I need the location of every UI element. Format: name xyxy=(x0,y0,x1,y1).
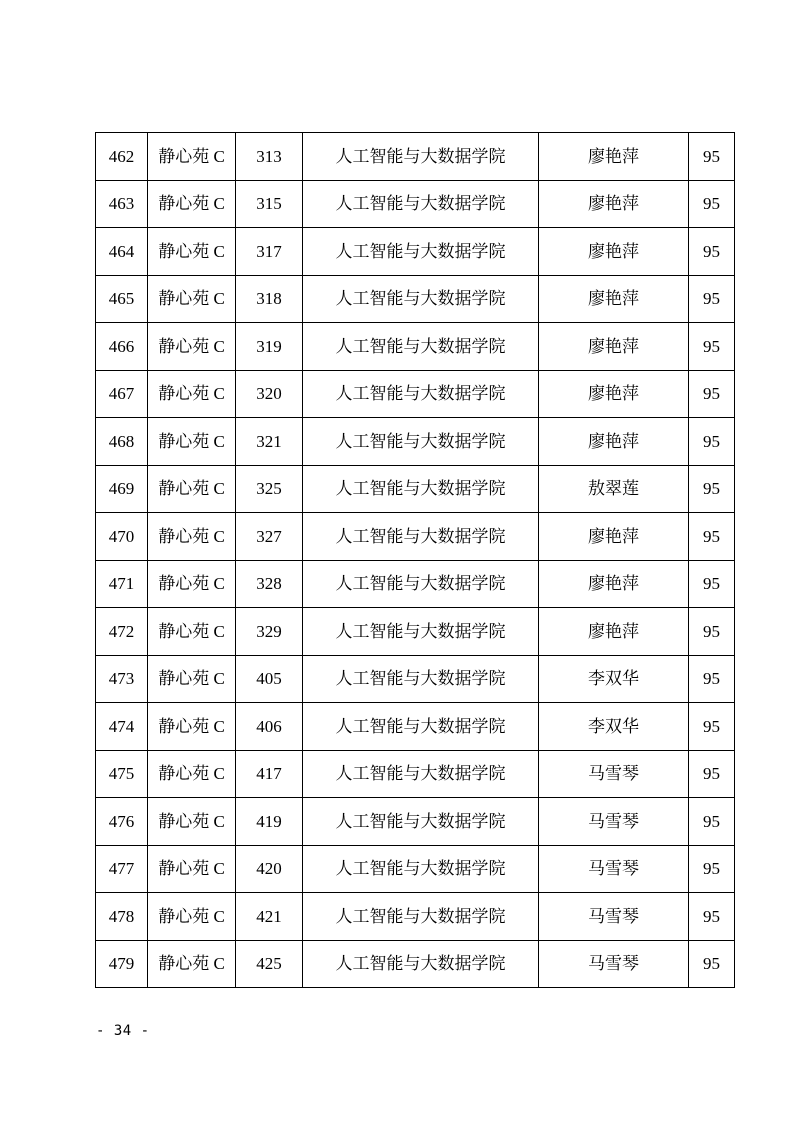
row-number-cell: 467 xyxy=(96,370,148,418)
table-row xyxy=(96,275,735,323)
row-number-cell: 477 xyxy=(96,845,148,893)
table-row xyxy=(96,180,735,228)
name-cell: 廖艳萍 xyxy=(539,180,689,228)
room-cell: 320 xyxy=(236,370,303,418)
building-cell: 静心苑 C xyxy=(148,228,236,276)
room-cell: 318 xyxy=(236,275,303,323)
room-cell: 420 xyxy=(236,845,303,893)
name-cell: 马雪琴 xyxy=(539,845,689,893)
row-number-cell: 464 xyxy=(96,228,148,276)
dormitory-score-table-container xyxy=(95,132,734,988)
college-cell: 人工智能与大数据学院 xyxy=(303,275,539,323)
room-cell: 325 xyxy=(236,465,303,513)
score-cell: 95 xyxy=(689,418,735,466)
row-number-cell: 465 xyxy=(96,275,148,323)
building-cell: 静心苑 C xyxy=(148,418,236,466)
score-cell: 95 xyxy=(689,940,735,988)
page-number: - 34 - xyxy=(96,1023,150,1039)
college-cell: 人工智能与大数据学院 xyxy=(303,750,539,798)
college-cell: 人工智能与大数据学院 xyxy=(303,893,539,941)
room-cell: 321 xyxy=(236,418,303,466)
row-number-cell: 466 xyxy=(96,323,148,371)
row-number-cell: 469 xyxy=(96,465,148,513)
building-cell: 静心苑 C xyxy=(148,655,236,703)
building-cell: 静心苑 C xyxy=(148,798,236,846)
table-row xyxy=(96,228,735,276)
row-number-cell: 468 xyxy=(96,418,148,466)
name-cell: 廖艳萍 xyxy=(539,513,689,561)
score-cell: 95 xyxy=(689,513,735,561)
score-cell: 95 xyxy=(689,893,735,941)
name-cell: 廖艳萍 xyxy=(539,133,689,181)
dormitory-score-table xyxy=(95,132,735,988)
building-cell: 静心苑 C xyxy=(148,180,236,228)
table-row xyxy=(96,133,735,181)
table-row xyxy=(96,940,735,988)
score-cell: 95 xyxy=(689,798,735,846)
table-row xyxy=(96,845,735,893)
table-row xyxy=(96,798,735,846)
building-cell: 静心苑 C xyxy=(148,560,236,608)
room-cell: 405 xyxy=(236,655,303,703)
name-cell: 马雪琴 xyxy=(539,940,689,988)
college-cell: 人工智能与大数据学院 xyxy=(303,560,539,608)
college-cell: 人工智能与大数据学院 xyxy=(303,465,539,513)
name-cell: 马雪琴 xyxy=(539,893,689,941)
building-cell: 静心苑 C xyxy=(148,323,236,371)
table-row xyxy=(96,323,735,371)
table-row xyxy=(96,655,735,703)
college-cell: 人工智能与大数据学院 xyxy=(303,323,539,371)
score-cell: 95 xyxy=(689,323,735,371)
score-cell: 95 xyxy=(689,750,735,798)
row-number-cell: 471 xyxy=(96,560,148,608)
building-cell: 静心苑 C xyxy=(148,845,236,893)
score-cell: 95 xyxy=(689,133,735,181)
name-cell: 廖艳萍 xyxy=(539,323,689,371)
building-cell: 静心苑 C xyxy=(148,370,236,418)
name-cell: 马雪琴 xyxy=(539,798,689,846)
row-number-cell: 462 xyxy=(96,133,148,181)
room-cell: 425 xyxy=(236,940,303,988)
row-number-cell: 470 xyxy=(96,513,148,561)
building-cell: 静心苑 C xyxy=(148,513,236,561)
score-cell: 95 xyxy=(689,228,735,276)
building-cell: 静心苑 C xyxy=(148,940,236,988)
college-cell: 人工智能与大数据学院 xyxy=(303,133,539,181)
college-cell: 人工智能与大数据学院 xyxy=(303,180,539,228)
room-cell: 417 xyxy=(236,750,303,798)
building-cell: 静心苑 C xyxy=(148,133,236,181)
row-number-cell: 473 xyxy=(96,655,148,703)
table-body xyxy=(96,133,735,988)
name-cell: 李双华 xyxy=(539,655,689,703)
building-cell: 静心苑 C xyxy=(148,608,236,656)
table-row xyxy=(96,418,735,466)
college-cell: 人工智能与大数据学院 xyxy=(303,798,539,846)
building-cell: 静心苑 C xyxy=(148,703,236,751)
room-cell: 313 xyxy=(236,133,303,181)
score-cell: 95 xyxy=(689,655,735,703)
row-number-cell: 478 xyxy=(96,893,148,941)
building-cell: 静心苑 C xyxy=(148,893,236,941)
college-cell: 人工智能与大数据学院 xyxy=(303,845,539,893)
name-cell: 廖艳萍 xyxy=(539,560,689,608)
name-cell: 敖翠莲 xyxy=(539,465,689,513)
name-cell: 李双华 xyxy=(539,703,689,751)
name-cell: 廖艳萍 xyxy=(539,370,689,418)
college-cell: 人工智能与大数据学院 xyxy=(303,228,539,276)
room-cell: 329 xyxy=(236,608,303,656)
score-cell: 95 xyxy=(689,608,735,656)
room-cell: 421 xyxy=(236,893,303,941)
name-cell: 廖艳萍 xyxy=(539,275,689,323)
row-number-cell: 463 xyxy=(96,180,148,228)
table-row xyxy=(96,560,735,608)
room-cell: 317 xyxy=(236,228,303,276)
room-cell: 328 xyxy=(236,560,303,608)
table-row xyxy=(96,465,735,513)
college-cell: 人工智能与大数据学院 xyxy=(303,370,539,418)
score-cell: 95 xyxy=(689,370,735,418)
name-cell: 廖艳萍 xyxy=(539,418,689,466)
score-cell: 95 xyxy=(689,275,735,323)
room-cell: 419 xyxy=(236,798,303,846)
room-cell: 315 xyxy=(236,180,303,228)
table-row xyxy=(96,513,735,561)
score-cell: 95 xyxy=(689,845,735,893)
college-cell: 人工智能与大数据学院 xyxy=(303,655,539,703)
row-number-cell: 479 xyxy=(96,940,148,988)
name-cell: 廖艳萍 xyxy=(539,228,689,276)
college-cell: 人工智能与大数据学院 xyxy=(303,418,539,466)
college-cell: 人工智能与大数据学院 xyxy=(303,608,539,656)
score-cell: 95 xyxy=(689,465,735,513)
college-cell: 人工智能与大数据学院 xyxy=(303,513,539,561)
table-row xyxy=(96,893,735,941)
building-cell: 静心苑 C xyxy=(148,750,236,798)
name-cell: 马雪琴 xyxy=(539,750,689,798)
table-row xyxy=(96,703,735,751)
table-row xyxy=(96,750,735,798)
room-cell: 406 xyxy=(236,703,303,751)
name-cell: 廖艳萍 xyxy=(539,608,689,656)
row-number-cell: 472 xyxy=(96,608,148,656)
row-number-cell: 474 xyxy=(96,703,148,751)
row-number-cell: 475 xyxy=(96,750,148,798)
score-cell: 95 xyxy=(689,560,735,608)
college-cell: 人工智能与大数据学院 xyxy=(303,940,539,988)
table-row xyxy=(96,608,735,656)
room-cell: 319 xyxy=(236,323,303,371)
table-row xyxy=(96,370,735,418)
building-cell: 静心苑 C xyxy=(148,465,236,513)
row-number-cell: 476 xyxy=(96,798,148,846)
room-cell: 327 xyxy=(236,513,303,561)
score-cell: 95 xyxy=(689,180,735,228)
building-cell: 静心苑 C xyxy=(148,275,236,323)
college-cell: 人工智能与大数据学院 xyxy=(303,703,539,751)
score-cell: 95 xyxy=(689,703,735,751)
